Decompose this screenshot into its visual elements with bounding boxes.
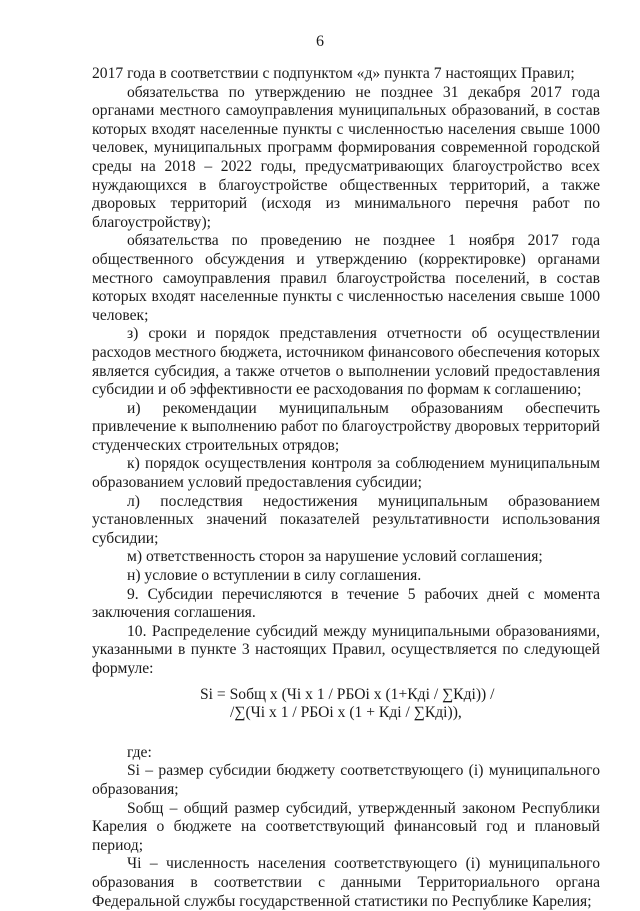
paragraph-obligation-rules: обязательства по проведению не позднее 1 ноября 2017 года общественного обсуждения и утверждению (корректировке) органами местного самоуправления правил благоустройства поселений, в состав которых входят населенные пункты с численностью населения свыше 1000 человек; — [92, 232, 600, 324]
paragraph-section-10: 10. Распределение субсидий между муниципальными образованиями, указанными в пункте 3 настоящих Правил, осуществляется по следующей формуле: — [92, 622, 600, 677]
page-number: 6 — [316, 33, 324, 50]
definitions-intro: где: — [127, 743, 152, 761]
paragraph-item-m: м) ответственность сторон за нарушение условий соглашения; — [127, 548, 543, 566]
paragraph-obligation-programs: обязательства по утверждению не позднее 31 декабря 2017 года органами местного самоуправления муниципальных образований, в состав которых входят населенные пункты с численностью населения свыше 1000 человек, муниципальных программ формирования современной городской среды на 2018 – 2022 годы, предусматривающих благоустройство всех нуждающихся в благоустройстве общественных территорий, а также дворовых территорий (исходя из минимального перечня работ по благоустройству); — [92, 83, 600, 231]
paragraph-item-i: и) рекомендации муниципальным образованиям обеспечить привлечение к выполнению работ по благоустройству дворовых территорий студенческих строительных отрядов; — [92, 399, 600, 454]
document-body — [92, 65, 600, 911]
paragraph-item-n: н) условие о вступлении в силу соглашения. — [127, 567, 422, 585]
paragraph-section-9: 9. Субсидии перечисляются в течение 5 рабочих дней с момента заключения соглашения. — [92, 585, 600, 622]
paragraph-item-k: к) порядок осуществления контроля за соблюдением муниципальным образованием условий предоставления субсидии; — [92, 455, 600, 492]
paragraph-item-l: л) последствия недостижения муниципальным образованием установленных значений показателей результативности использования субсидии; — [92, 492, 600, 547]
subsidy-formula — [92, 686, 600, 723]
paragraph-item-z: з) сроки и порядок представления отчетности об осуществлении расходов местного бюджета, источником финансового обеспечения которых является субсидия, а также отчетов о выполнении условий предоставления субсидии и об эффективности ее расходования по формам к соглашению; — [92, 325, 600, 399]
paragraph-continuation: 2017 года в соответствии с подпунктом «д» пункта 7 настоящих Правил; — [92, 65, 575, 82]
definition-chi: Чi – численность населения соответствующего (i) муниципального образования в соответствии с данными Территориального органа Федеральной службы государственной статистики по Республике Карелия; — [92, 855, 600, 910]
definition-si: Si – размер субсидии бюджету соответствующего (i) муниципального образования; — [92, 762, 600, 798]
definition-sobsch: Sобщ – общий размер субсидий, утвержденный законом Республики Карелия о бюджете на соответствующий финансовый год и плановый период; — [92, 799, 600, 854]
formula-line-2: /∑(Чi x 1 / РБОi x (1 + Кдi / ∑Кдi)), — [230, 704, 462, 722]
formula-line-1: Si = Sобщ x (Чi x 1 / РБОi x (1+Кдi / ∑Кдi)) / — [200, 685, 495, 703]
